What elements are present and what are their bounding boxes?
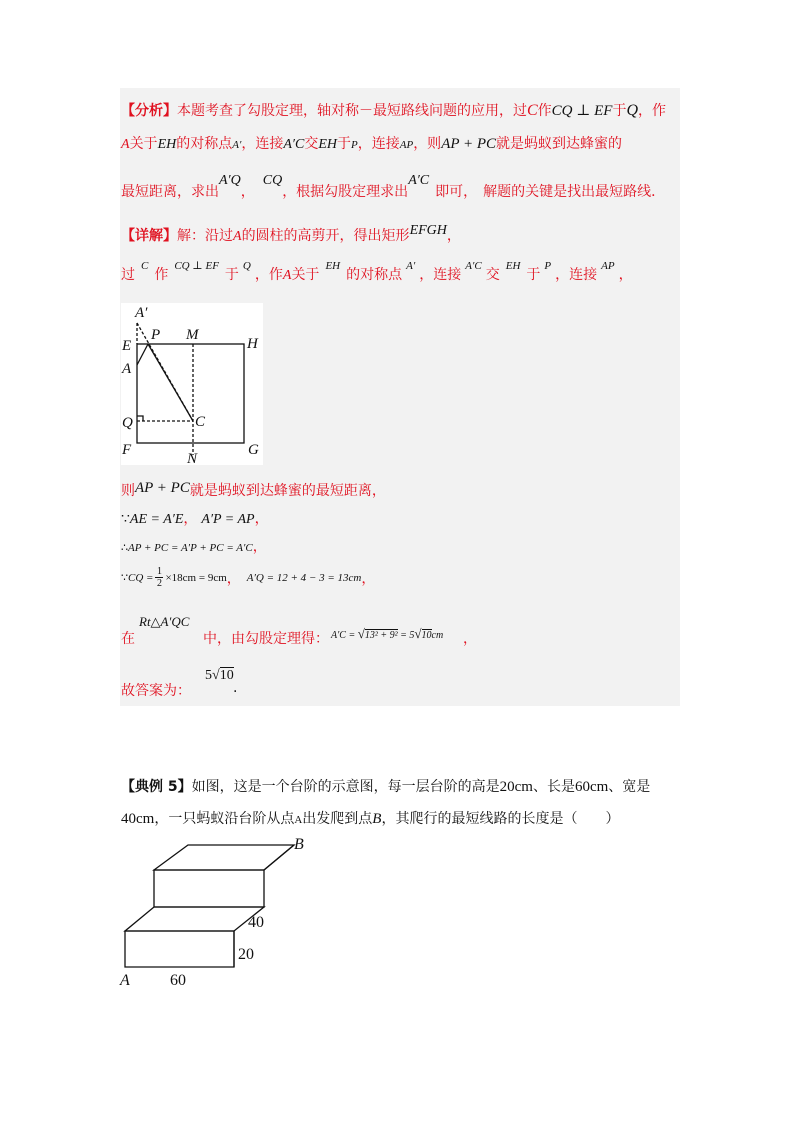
- label-h: H: [247, 336, 258, 352]
- label-a-prime: A′: [135, 305, 148, 321]
- label-c: C: [195, 414, 206, 430]
- label-b: B: [294, 836, 304, 853]
- detail-line-1: 【详解】解：沿过A的圆柱的高剪开，得出矩形EFGH，: [121, 223, 461, 244]
- label-40: 40: [248, 914, 264, 931]
- rectangle-figure: [121, 303, 263, 465]
- fraction: 1 2: [156, 566, 162, 589]
- example5-tag: 【典例 5】: [121, 779, 192, 795]
- example5-line-1: 【典例 5】如图，这是一个台阶的示意图，每一层台阶的高是20cm、长是60cm、宽是: [121, 779, 651, 795]
- label-m: M: [186, 327, 199, 343]
- sqrt-expression: A′C = √13² + 9² = 5√10cm: [331, 626, 444, 641]
- analysis-line-1: 【分析】本题考查了勾股定理，轴对称－最短路线问题的应用，过C作CQ ⊥ EF于Q，作: [121, 102, 667, 119]
- detail-tag: 【详解】: [121, 228, 177, 244]
- example5-line-2: 40cm，一只蚂蚁沿台阶从点A出发爬到点B，其爬行的最短线路的长度是（ ）: [121, 811, 620, 827]
- label-g: G: [248, 442, 259, 458]
- step-1: 则AP + PC就是蚂蚁到达蜂蜜的最短距离，: [121, 480, 386, 499]
- staircase-figure: [118, 835, 318, 990]
- label-a-stair: A: [120, 972, 130, 989]
- label-f: F: [122, 442, 132, 458]
- label-60: 60: [170, 972, 186, 989]
- label-q: Q: [122, 415, 133, 431]
- step-3: ∴AP + PC = A′P + PC = A′C，: [121, 539, 267, 555]
- detail-line-2: 过$^C$作$^{CQ \perp EF}$于$^Q$，作A关于$^{EH}$的对称点$^{A'}$，连接$^{A'C}$交$^{EH}$于$^P$，连接$^{AP}$，: [121, 260, 633, 283]
- analysis-line-3: 最短距离，求出A′Q，CQ，根据勾股定理求出A′C即可， 解题的关键是找出最短路线．: [121, 173, 666, 200]
- analysis-tag: 【分析】: [121, 103, 177, 119]
- answer: 5√10: [205, 668, 234, 683]
- label-e: E: [122, 338, 132, 354]
- analysis-line-2: A关于EH的对称点A′，连接A′C交EH于P，连接AP，则AP + PC就是蚂蚁到达蜂蜜的: [121, 136, 623, 152]
- label-20: 20: [238, 946, 254, 963]
- label-p: P: [151, 327, 161, 343]
- label-a: A: [122, 361, 132, 377]
- step-4: ∵ CQ = 1 2 ×18cm = 9cm ， A′Q = 12 + 4 − 3 = 13cm ，: [121, 566, 376, 589]
- step-2: ∵AE = A′E， A′P = AP，: [121, 511, 269, 527]
- label-n: N: [187, 451, 198, 465]
